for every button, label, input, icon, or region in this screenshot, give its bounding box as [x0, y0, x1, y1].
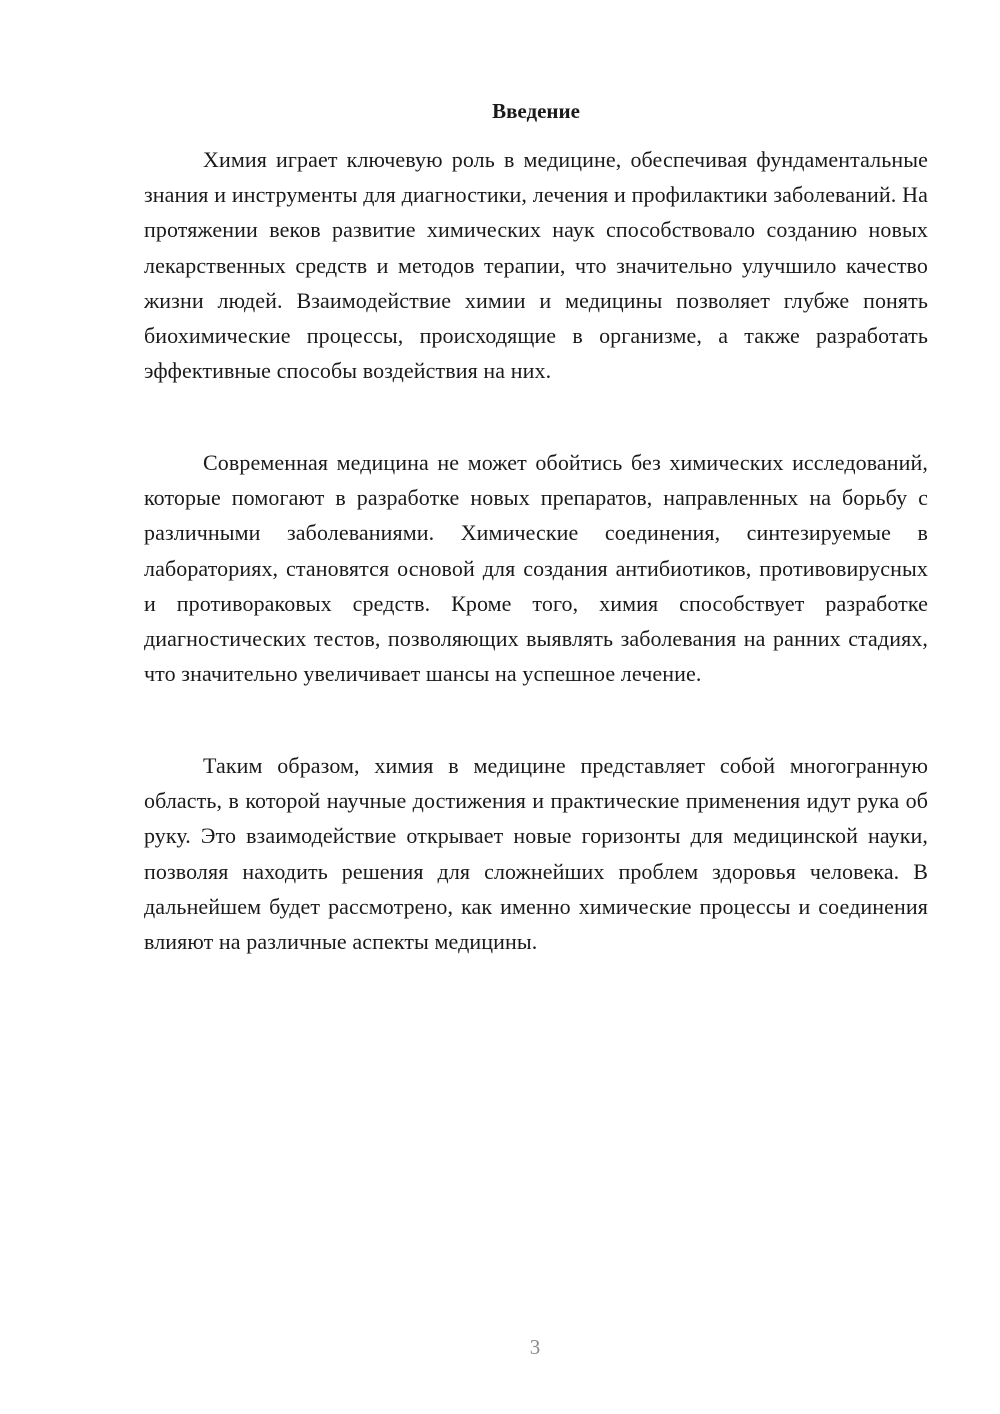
intro-paragraph-1: Химия играет ключевую роль в медицине, обеспечивая фундаментальные знания и инструменты для диагностики, лечения и профилактики заболеваний. На протяжении веков развитие химических наук способствовало созданию новых лекарственных средств и методов терапии, что значительно улучшило качество жизни людей. Взаимодействие химии и медицины позволяет глубже понять биохимические процессы, происходящие в организме, а также разработать эффективные способы воздействия на них. — [144, 147, 928, 384]
page-number: 3 — [529, 1335, 541, 1359]
intro-paragraph-2: Современная медицина не может обойтись без химических исследований, которые помогают в разработке новых препаратов, направленных на борьбу с различными заболеваниями. Химические соединения, синтезируемые в лабораториях, становятся основой для создания антибиотиков, противовирусных и противораковых средств. Кроме того, химия способствует разработке диагностических тестов, позволяющих выявлять заболевания на ранних стадиях, что значительно увеличивает шансы на успешное лечение. — [144, 450, 928, 687]
section-heading: Введение — [492, 99, 580, 123]
intro-paragraph-3: Таким образом, химия в медицине представляет собой многогранную область, в которой научные достижения и практические применения идут рука об руку. Это взаимодействие открывает новые горизонты для медицинской науки, позволяя находить решения для сложнейших проблем здоровья человека. В дальнейшем будет рассмотрено, как именно химические процессы и соединения влияют на различные аспекты медицины. — [144, 753, 928, 955]
